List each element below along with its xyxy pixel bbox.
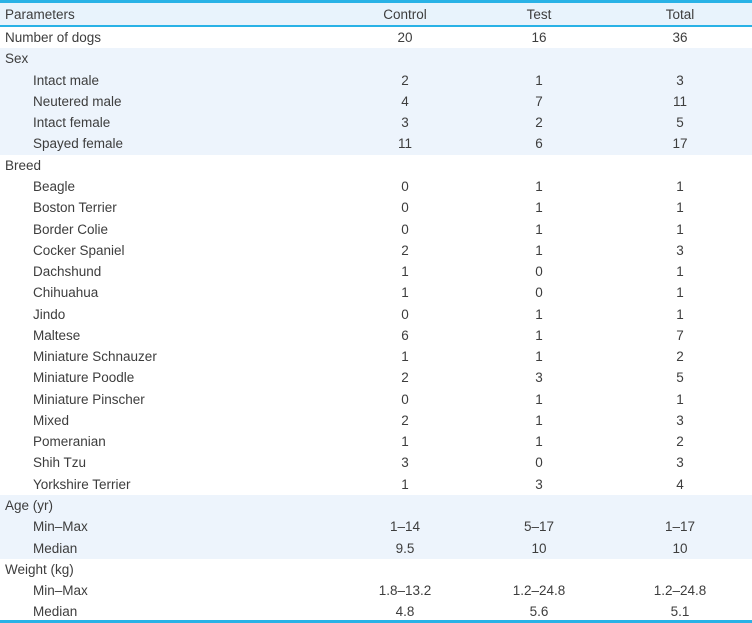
cell-value: 4.8 — [395, 604, 415, 620]
cell-value: 3 — [401, 455, 409, 471]
table-row — [0, 367, 752, 388]
table-row — [0, 601, 752, 622]
cell-value: 3 — [676, 455, 684, 471]
cell-value — [340, 559, 470, 580]
table-row — [0, 389, 752, 410]
cell-value — [470, 495, 608, 516]
section-label: Weight (kg) — [5, 561, 74, 577]
cell-value: 1 — [535, 242, 543, 258]
cell-value: 1 — [535, 306, 543, 322]
row-label: Maltese — [33, 327, 81, 343]
cell-value — [340, 155, 470, 176]
cell-value: 6 — [401, 327, 409, 343]
cell-value: 5.1 — [670, 604, 690, 620]
table-row — [0, 580, 752, 601]
table-row — [0, 155, 752, 176]
cell-value: 3 — [676, 242, 684, 258]
cell-value: 5–17 — [470, 516, 608, 537]
cell-value: 4 — [676, 476, 684, 492]
demographics-table — [0, 3, 752, 622]
table-row — [0, 452, 752, 473]
cell-value: 1 — [401, 476, 409, 492]
cell-value: 1 — [676, 306, 684, 322]
cell-value: 5 — [676, 370, 684, 386]
section-label: Sex — [0, 48, 340, 69]
cell-value: 1.2–24.8 — [653, 583, 707, 599]
cell-value: 3 — [608, 70, 752, 91]
row-label: Intact female — [0, 112, 340, 133]
cell-value — [470, 559, 608, 580]
cell-value: 1 — [676, 391, 684, 407]
table-row — [0, 346, 752, 367]
row-label: Cocker Spaniel — [33, 242, 125, 258]
cell-value: 11 — [340, 133, 470, 154]
row-label: Min–Max — [33, 583, 88, 599]
row-label: Mixed — [33, 412, 70, 428]
header-row — [0, 3, 752, 26]
cell-value: 1.2–24.8 — [512, 583, 566, 599]
cell-value: 3 — [535, 476, 543, 492]
cell-value: 1–14 — [340, 516, 470, 537]
cell-value: 1 — [676, 264, 684, 280]
table-row — [0, 516, 752, 537]
cell-value: 5.6 — [529, 604, 549, 620]
row-label: Yorkshire Terrier — [33, 476, 131, 492]
cell-value: 0 — [401, 221, 409, 237]
cell-value: 1 — [401, 264, 409, 280]
table-row — [0, 410, 752, 431]
cell-value: 1 — [535, 391, 543, 407]
section-label: Age (yr) — [0, 495, 340, 516]
cell-value: 1 — [401, 285, 409, 301]
cell-value: 1 — [676, 178, 684, 194]
cell-value: 1 — [401, 349, 409, 365]
cell-value: 5 — [608, 112, 752, 133]
row-label: Shih Tzu — [33, 455, 87, 471]
cell-value: 1 — [535, 178, 543, 194]
table-row — [0, 474, 752, 495]
row-label: Chihuahua — [33, 285, 99, 301]
table-row — [0, 325, 752, 346]
table-row — [0, 218, 752, 239]
cell-value: 36 — [672, 30, 688, 46]
table-row — [0, 48, 752, 69]
cell-value: 11 — [608, 91, 752, 112]
section-label: Breed — [5, 157, 42, 173]
cell-value: 0 — [401, 200, 409, 216]
cell-value: 6 — [470, 133, 608, 154]
table-row — [0, 176, 752, 197]
cell-value: 1 — [535, 200, 543, 216]
table-header — [0, 3, 752, 26]
cell-value: 2 — [676, 349, 684, 365]
table-row — [0, 26, 752, 48]
column-header-control: Control — [340, 3, 470, 26]
cell-value: 0 — [535, 455, 543, 471]
column-header-test: Test — [470, 3, 608, 26]
row-label: Median — [0, 537, 340, 558]
cell-value: 4 — [340, 91, 470, 112]
row-label: Dachshund — [33, 264, 102, 280]
cell-value: 16 — [531, 30, 547, 46]
row-label: Median — [33, 604, 78, 620]
cell-value: 1 — [470, 70, 608, 91]
row-label: Spayed female — [0, 133, 340, 154]
cell-value: 1–17 — [608, 516, 752, 537]
cell-value: 3 — [535, 370, 543, 386]
cell-value: 7 — [470, 91, 608, 112]
cell-value: 10 — [470, 537, 608, 558]
table-row — [0, 112, 752, 133]
cell-value: 1 — [401, 434, 409, 450]
cell-value: 0 — [401, 178, 409, 194]
cell-value: 20 — [397, 30, 413, 46]
table-row — [0, 431, 752, 452]
cell-value — [470, 48, 608, 69]
cell-value: 2 — [470, 112, 608, 133]
cell-value: 3 — [340, 112, 470, 133]
cell-value: 0 — [535, 285, 543, 301]
cell-value: 2 — [676, 434, 684, 450]
row-label: Border Colie — [33, 221, 109, 237]
cell-value: 1.8–13.2 — [378, 583, 432, 599]
table-body — [0, 26, 752, 622]
cell-value — [608, 48, 752, 69]
table-row — [0, 70, 752, 91]
cell-value: 1 — [676, 221, 684, 237]
cell-value — [608, 495, 752, 516]
cell-value: 1 — [676, 285, 684, 301]
column-header-parameters: Parameters — [0, 3, 340, 26]
row-label: Neutered male — [0, 91, 340, 112]
row-label: Miniature Pinscher — [33, 391, 145, 407]
row-label: Beagle — [33, 178, 76, 194]
cell-value: 0 — [401, 306, 409, 322]
table-row — [0, 91, 752, 112]
cell-value: 3 — [676, 412, 684, 428]
cell-value — [608, 155, 752, 176]
cell-value: 10 — [608, 537, 752, 558]
table-row — [0, 197, 752, 218]
cell-value: 2 — [340, 70, 470, 91]
table-row — [0, 495, 752, 516]
cell-value: 2 — [401, 242, 409, 258]
cell-value: 7 — [676, 327, 684, 343]
cell-value: 0 — [401, 391, 409, 407]
cell-value: 2 — [401, 412, 409, 428]
cell-value — [340, 495, 470, 516]
row-label: Intact male — [0, 70, 340, 91]
cell-value — [340, 48, 470, 69]
row-label: Pomeranian — [33, 434, 106, 450]
cell-value: 1 — [535, 221, 543, 237]
cell-value: 17 — [608, 133, 752, 154]
table-row — [0, 240, 752, 261]
table-row — [0, 282, 752, 303]
table-row — [0, 261, 752, 282]
cell-value: 1 — [535, 434, 543, 450]
row-label: Miniature Poodle — [33, 370, 135, 386]
cell-value: 1 — [676, 200, 684, 216]
row-label: Miniature Schnauzer — [33, 349, 157, 365]
cell-value — [608, 559, 752, 580]
column-header-total: Total — [608, 3, 752, 26]
table-row — [0, 303, 752, 324]
cell-value: 9.5 — [340, 537, 470, 558]
cell-value: 0 — [535, 264, 543, 280]
table-row — [0, 537, 752, 558]
row-label: Boston Terrier — [33, 200, 117, 216]
section-label: Number of dogs — [5, 30, 102, 46]
cell-value: 1 — [535, 327, 543, 343]
cell-value: 1 — [535, 412, 543, 428]
cell-value — [470, 155, 608, 176]
cell-value: 2 — [401, 370, 409, 386]
table-row — [0, 559, 752, 580]
cell-value: 1 — [535, 349, 543, 365]
row-label: Min–Max — [0, 516, 340, 537]
row-label: Jindo — [33, 306, 66, 322]
table-row — [0, 133, 752, 154]
